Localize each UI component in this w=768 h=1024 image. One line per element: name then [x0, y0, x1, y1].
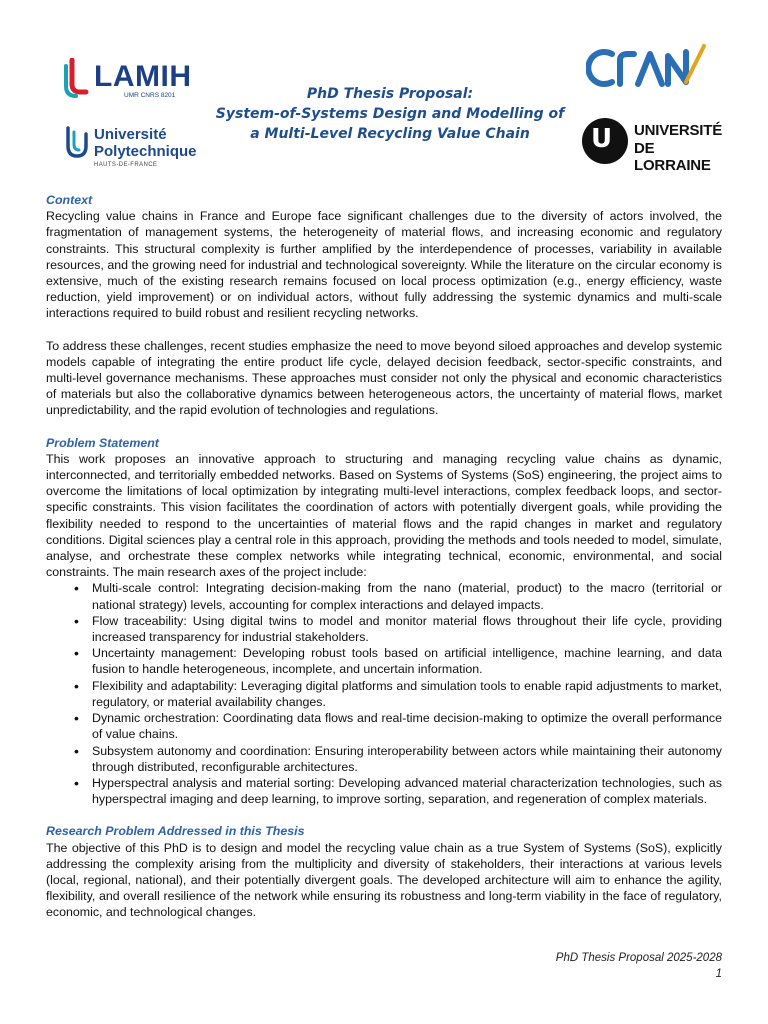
ul-line1: UNIVERSITÉ	[634, 122, 723, 139]
research-heading: Research Problem Addressed in this Thesis	[46, 824, 305, 839]
cran-wordmark-icon	[586, 42, 710, 94]
lamih-logo	[62, 54, 192, 102]
cran-logo	[586, 42, 710, 94]
list-item: • Uncertainty management: Developing robust tools based on artificial intelligence, machine learning, and data fusion to handle heterogeneous, incomplete, and uncertain information.	[92, 645, 722, 677]
page-footer	[556, 950, 722, 982]
document-body	[46, 192, 722, 921]
footer-label: PhD Thesis Proposal 2025-2028	[555, 952, 722, 964]
research-paragraph: The objective of this PhD is to design and model the recycling value chain as a true System of Systems (SoS), explicitly addressing the complexity arising from the multiplicity and diversity of stakeholders, their interactions at various levels (local, regional, national), and their potentially divergent goals. The developed architecture will aim to enhance the agility, flexibility, and overall resilience of the network while ensuring its robustness and long-term viability in the face of regulatory, economic, and technological changes.	[46, 840, 722, 920]
context-heading: Context	[46, 193, 93, 207]
page-number: 1	[715, 968, 722, 980]
uphf-logo	[64, 124, 204, 172]
lamih-mark-icon	[62, 58, 90, 98]
context-paragraph-1: Recycling value chains in France and Europe face significant challenges due to the diversity of actors involved, the fragmentation of management systems, the heterogeneity of material flows, and increasing economic and regulatory constraints. This structural complexity is further amplified by the interdependence of processes, variability in available resources, and the growing need for industrial and technological sovereignty. While the literature on the circular economy is extensive, much of the existing research remains focused on local process optimization (e.g., energy efficiency, waste reduction, yield improvement) or on individual actors, without fully addressing the systemic dynamics and multi-scale interactions required to build robust and resilient recycling networks.	[46, 209, 722, 321]
problem-heading: Problem Statement	[46, 435, 159, 450]
list-item: • Hyperspectral analysis and material sorting: Developing advanced material characterization technologies, such as hyperspectral imaging and deep learning, to improve sorting, separation, and regeneration of complex materials.	[92, 775, 722, 807]
title-line-1: PhD Thesis Proposal:	[306, 86, 474, 102]
title-line-2: System-of-Systems Design and Modelling of	[215, 106, 565, 122]
document-title	[200, 84, 580, 144]
list-item: • Flexibility and adaptability: Leveraging digital platforms and simulation tools to enable rapid adjustments to market, regulatory, or material availability changes.	[92, 678, 722, 710]
universite-lorraine-logo	[582, 118, 723, 174]
lamih-subtitle: UMR CNRS 8201	[124, 92, 176, 99]
ul-line2: DE LORRAINE	[634, 140, 711, 174]
problem-paragraph: This work proposes an innovative approach to structuring and managing recycling value chains as dynamic, interconnected, and territorially embedded networks. Based on Systems of Systems (SoS) engineering, the project aims to overcome the limitations of local optimization by integrating multi-level interactions, complex feedback loops, and sector-specific constraints. This vision facilitates the coordination of actors with potentially divergent goals, while providing the flexibility needed to respond to the uncertainties of material flows and the rapid changes in market and regulatory conditions. Digital sciences play a central role in this approach, providing the methods and tools needed to model, simulate, analyse, and orchestrate these complex networks while integrating technical, economic, environmental, and social constraints. The main research axes of the project include:	[46, 451, 722, 580]
title-line-3: a Multi-Level Recycling Value Chain	[250, 126, 530, 142]
uphf-mark-icon	[64, 126, 90, 162]
uphf-line3: HAUTS-DE-FRANCE	[94, 162, 158, 168]
list-item: • Multi-scale control: Integrating decision-making from the nano (material, product) to the macro (territorial or national strategy) levels, accounting for complex interactions and delayed impacts.	[92, 580, 722, 612]
list-item: • Subsystem autonomy and coordination: Ensuring interoperability between actors while maintaining their autonomy through distributed, reconfigurable architectures.	[92, 743, 722, 775]
context-paragraph-2: To address these challenges, recent studies emphasize the need to move beyond siloed approaches and develop systemic models capable of integrating the entire product life cycle, delayed decision feedback, sector-specific constraints, and multi-level governance mechanisms. These approaches must consider not only the physical and economic characteristics of materials but also the collaborative dynamics between heterogeneous actors, the uncertainty of material flows, market unpredictability, and the rapid evolution of technologies and regulations.	[46, 338, 722, 418]
list-item: • Dynamic orchestration: Coordinating data flows and real-time decision-making to optimize the overall performance of value chains.	[92, 710, 722, 742]
list-item: • Flow traceability: Using digital twins to model and monitor material flows throughout their life cycle, providing increased transparency for industrial stakeholders.	[92, 613, 722, 645]
ul-badge-icon: U	[582, 118, 628, 164]
uphf-line2: Polytechnique	[94, 143, 197, 160]
research-axes-list	[46, 580, 722, 807]
lamih-wordmark: LAMIH	[94, 60, 192, 93]
uphf-line1: Université	[94, 126, 167, 143]
